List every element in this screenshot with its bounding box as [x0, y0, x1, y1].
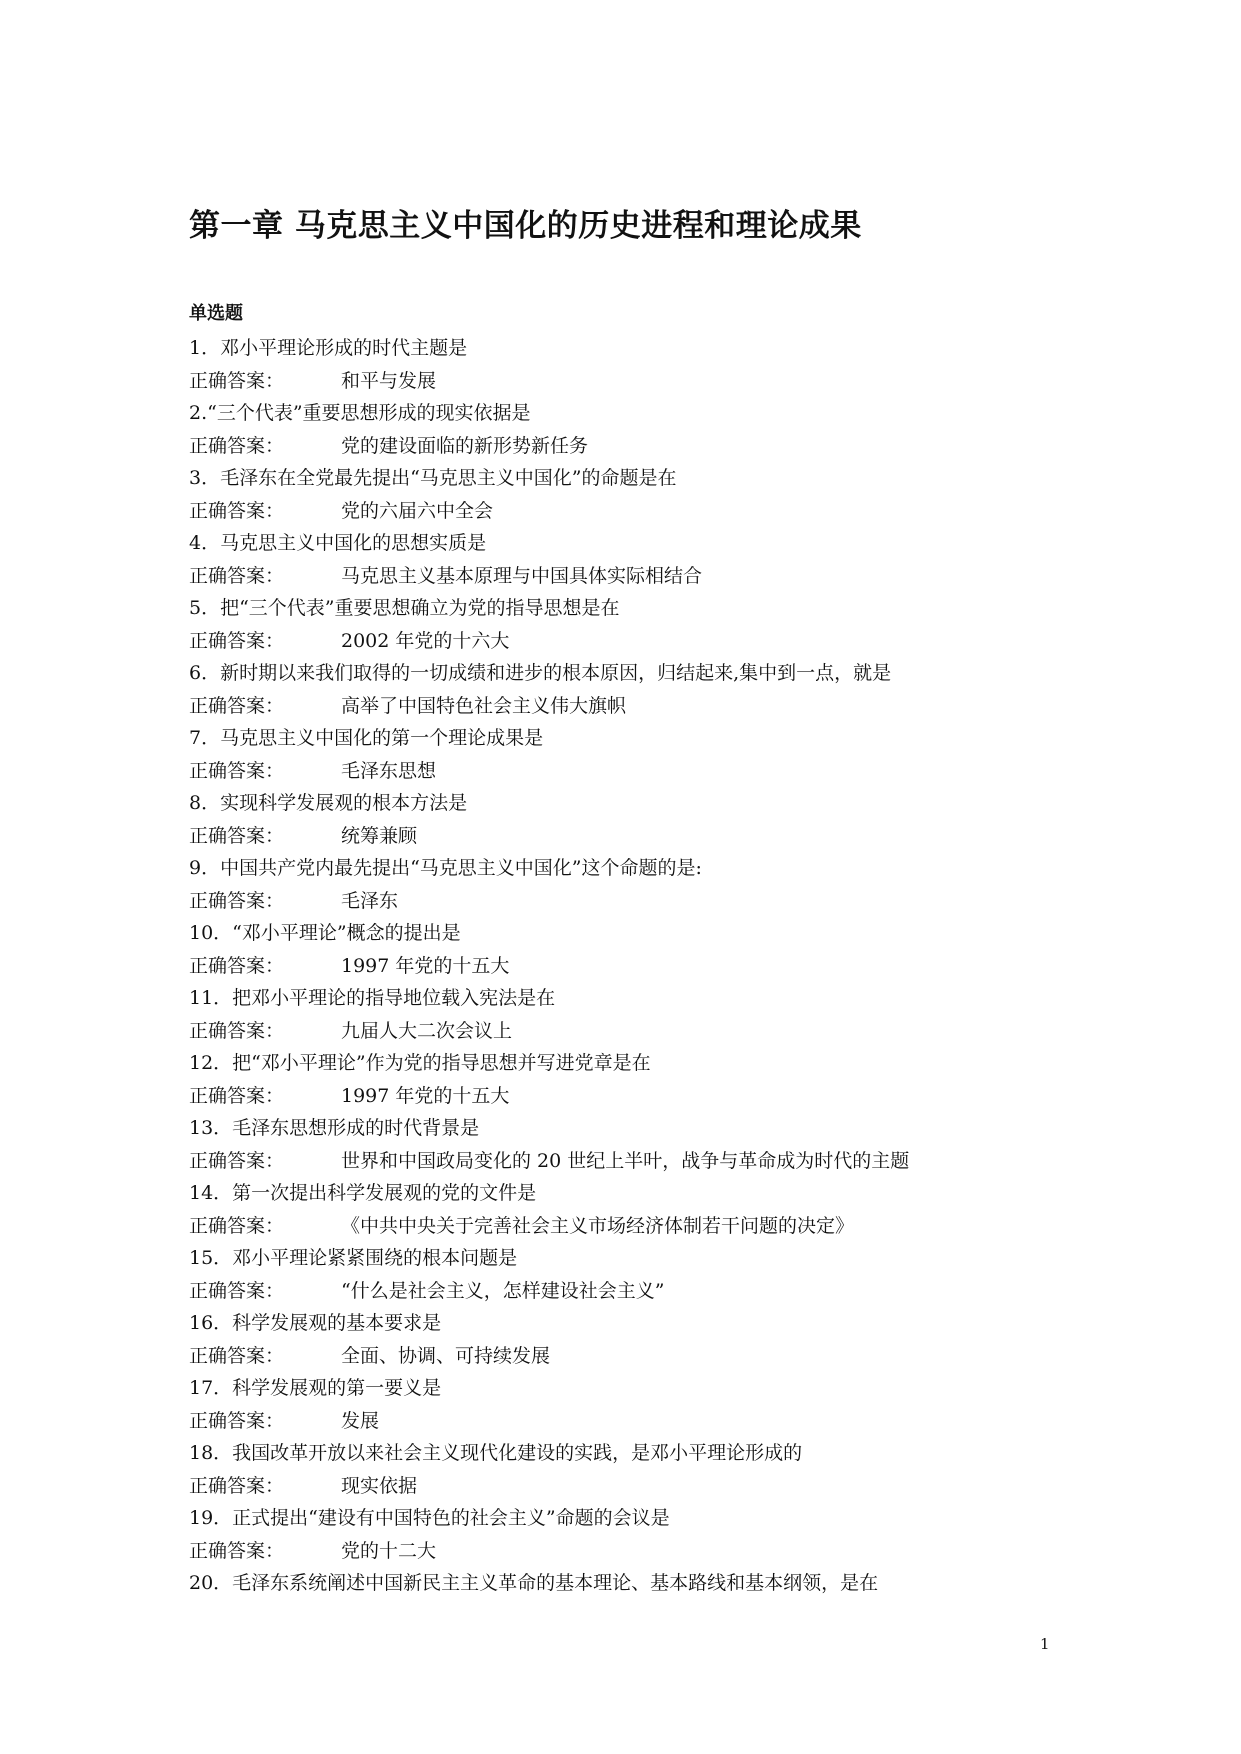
answer-label: 正确答案： [189, 1474, 285, 1497]
answer-line [189, 625, 1069, 658]
answer-label: 正确答案： [189, 564, 285, 587]
answer-label: 正确答案： [189, 889, 285, 912]
answer-line [189, 560, 1069, 593]
answer-label: 正确答案： [189, 1344, 285, 1367]
question-item [189, 462, 1069, 527]
question-text: 3．毛泽东在全党最先提出“马克思主义中国化”的命题是在 [189, 467, 677, 489]
answer-text: 统筹兼顾 [341, 824, 418, 847]
answer-line [189, 1080, 1069, 1113]
question-item [189, 1307, 1069, 1372]
question-text: 20．毛泽东系统阐述中国新民主主义革命的基本理论、基本路线和基本纲领，是在 [189, 1572, 879, 1594]
question-item [189, 722, 1069, 787]
question-item [189, 1437, 1069, 1502]
answer-line [189, 365, 1069, 398]
answer-line [189, 1535, 1069, 1568]
question-text: 4．马克思主义中国化的思想实质是 [189, 532, 487, 554]
answer-line [189, 950, 1069, 983]
answer-label: 正确答案： [189, 1019, 285, 1042]
question-text: 17．科学发展观的第一要义是 [189, 1377, 442, 1399]
answer-line [189, 820, 1069, 853]
answer-line [189, 690, 1069, 723]
question-item [189, 852, 1069, 917]
question-item [189, 1502, 1069, 1567]
question-text: 11．把邓小平理论的指导地位载入宪法是在 [189, 987, 556, 1009]
question-text: 16．科学发展观的基本要求是 [189, 1312, 442, 1334]
answer-label: 正确答案： [189, 954, 285, 977]
answer-label: 正确答案： [189, 759, 285, 782]
chapter-title: 第一章 马克思主义中国化的历史进程和理论成果 [189, 208, 862, 244]
question-item [189, 527, 1069, 592]
answer-text: 全面、协调、可持续发展 [341, 1344, 551, 1367]
answer-text: 发展 [341, 1409, 380, 1432]
answer-label: 正确答案： [189, 499, 285, 522]
question-text: 1．邓小平理论形成的时代主题是 [189, 337, 468, 359]
question-text: 19．正式提出“建设有中国特色的社会主义”命题的会议是 [189, 1507, 670, 1529]
answer-label: 正确答案： [189, 1539, 285, 1562]
question-item [189, 332, 1069, 397]
question-item [189, 592, 1069, 657]
answer-line [189, 1405, 1069, 1438]
answer-text: 党的建设面临的新形势新任务 [341, 434, 589, 457]
section-heading: 单选题 [189, 303, 243, 324]
question-text: 12．把“邓小平理论”作为党的指导思想并写进党章是在 [189, 1052, 651, 1074]
answer-line [189, 885, 1069, 918]
answer-label: 正确答案： [189, 1214, 285, 1237]
page-number: 1 [1040, 1635, 1050, 1653]
question-text: 10．“邓小平理论”概念的提出是 [189, 922, 461, 944]
answer-text: 世界和中国政局变化的 20 世纪上半叶，战争与革命成为时代的主题 [341, 1149, 910, 1172]
answer-text: 党的十二大 [341, 1539, 437, 1562]
answer-text: “什么是社会主义，怎样建设社会主义” [341, 1279, 665, 1302]
question-item [189, 917, 1069, 982]
answer-text: 现实依据 [341, 1474, 418, 1497]
answer-line [189, 1340, 1069, 1373]
answer-label: 正确答案： [189, 1084, 285, 1107]
answer-label: 正确答案： [189, 1409, 285, 1432]
answer-text: 1997 年党的十五大 [341, 954, 510, 977]
question-text: 14．第一次提出科学发展观的党的文件是 [189, 1182, 537, 1204]
question-item [189, 787, 1069, 852]
answer-text: 《中共中央关于完善社会主义市场经济体制若干问题的决定》 [341, 1214, 855, 1237]
question-item [189, 1047, 1069, 1112]
question-text: 7．马克思主义中国化的第一个理论成果是 [189, 727, 544, 749]
answer-label: 正确答案： [189, 434, 285, 457]
question-text: 15．邓小平理论紧紧围绕的根本问题是 [189, 1247, 518, 1269]
answer-line [189, 755, 1069, 788]
question-item [189, 982, 1069, 1047]
answer-label: 正确答案： [189, 694, 285, 717]
answer-text: 高举了中国特色社会主义伟大旗帜 [341, 694, 627, 717]
answer-text: 九届人大二次会议上 [341, 1019, 513, 1042]
answer-label: 正确答案： [189, 1279, 285, 1302]
answer-text: 马克思主义基本原理与中国具体实际相结合 [341, 564, 703, 587]
answer-label: 正确答案： [189, 824, 285, 847]
question-text: 9．中国共产党内最先提出“马克思主义中国化”这个命题的是: [189, 857, 702, 879]
answer-label: 正确答案： [189, 369, 285, 392]
question-item [189, 657, 1069, 722]
question-list [189, 332, 1069, 1600]
question-item [189, 1177, 1069, 1242]
question-item [189, 397, 1069, 462]
answer-label: 正确答案： [189, 629, 285, 652]
question-item [189, 1242, 1069, 1307]
answer-line [189, 1145, 1069, 1178]
answer-line [189, 1470, 1069, 1503]
answer-text: 1997 年党的十五大 [341, 1084, 510, 1107]
answer-text: 2002 年党的十六大 [341, 629, 510, 652]
answer-text: 毛泽东 [341, 889, 399, 912]
answer-line [189, 1210, 1069, 1243]
question-text: 8．实现科学发展观的根本方法是 [189, 792, 468, 814]
answer-line [189, 495, 1069, 528]
answer-line [189, 1275, 1069, 1308]
question-text: 13．毛泽东思想形成的时代背景是 [189, 1117, 480, 1139]
answer-line [189, 430, 1069, 463]
question-item [189, 1372, 1069, 1437]
question-text: 5．把“三个代表”重要思想确立为党的指导思想是在 [189, 597, 620, 619]
answer-text: 毛泽东思想 [341, 759, 437, 782]
question-item [189, 1567, 1069, 1600]
question-text: 18．我国改革开放以来社会主义现代化建设的实践，是邓小平理论形成的 [189, 1442, 803, 1464]
answer-text: 党的六届六中全会 [341, 499, 494, 522]
question-text: 6．新时期以来我们取得的一切成绩和进步的根本原因，归结起来,集中到一点，就是 [189, 662, 892, 684]
answer-text: 和平与发展 [341, 369, 437, 392]
question-item [189, 1112, 1069, 1177]
answer-line [189, 1015, 1069, 1048]
question-text: 2.“三个代表”重要思想形成的现实依据是 [189, 402, 531, 424]
answer-label: 正确答案： [189, 1149, 285, 1172]
